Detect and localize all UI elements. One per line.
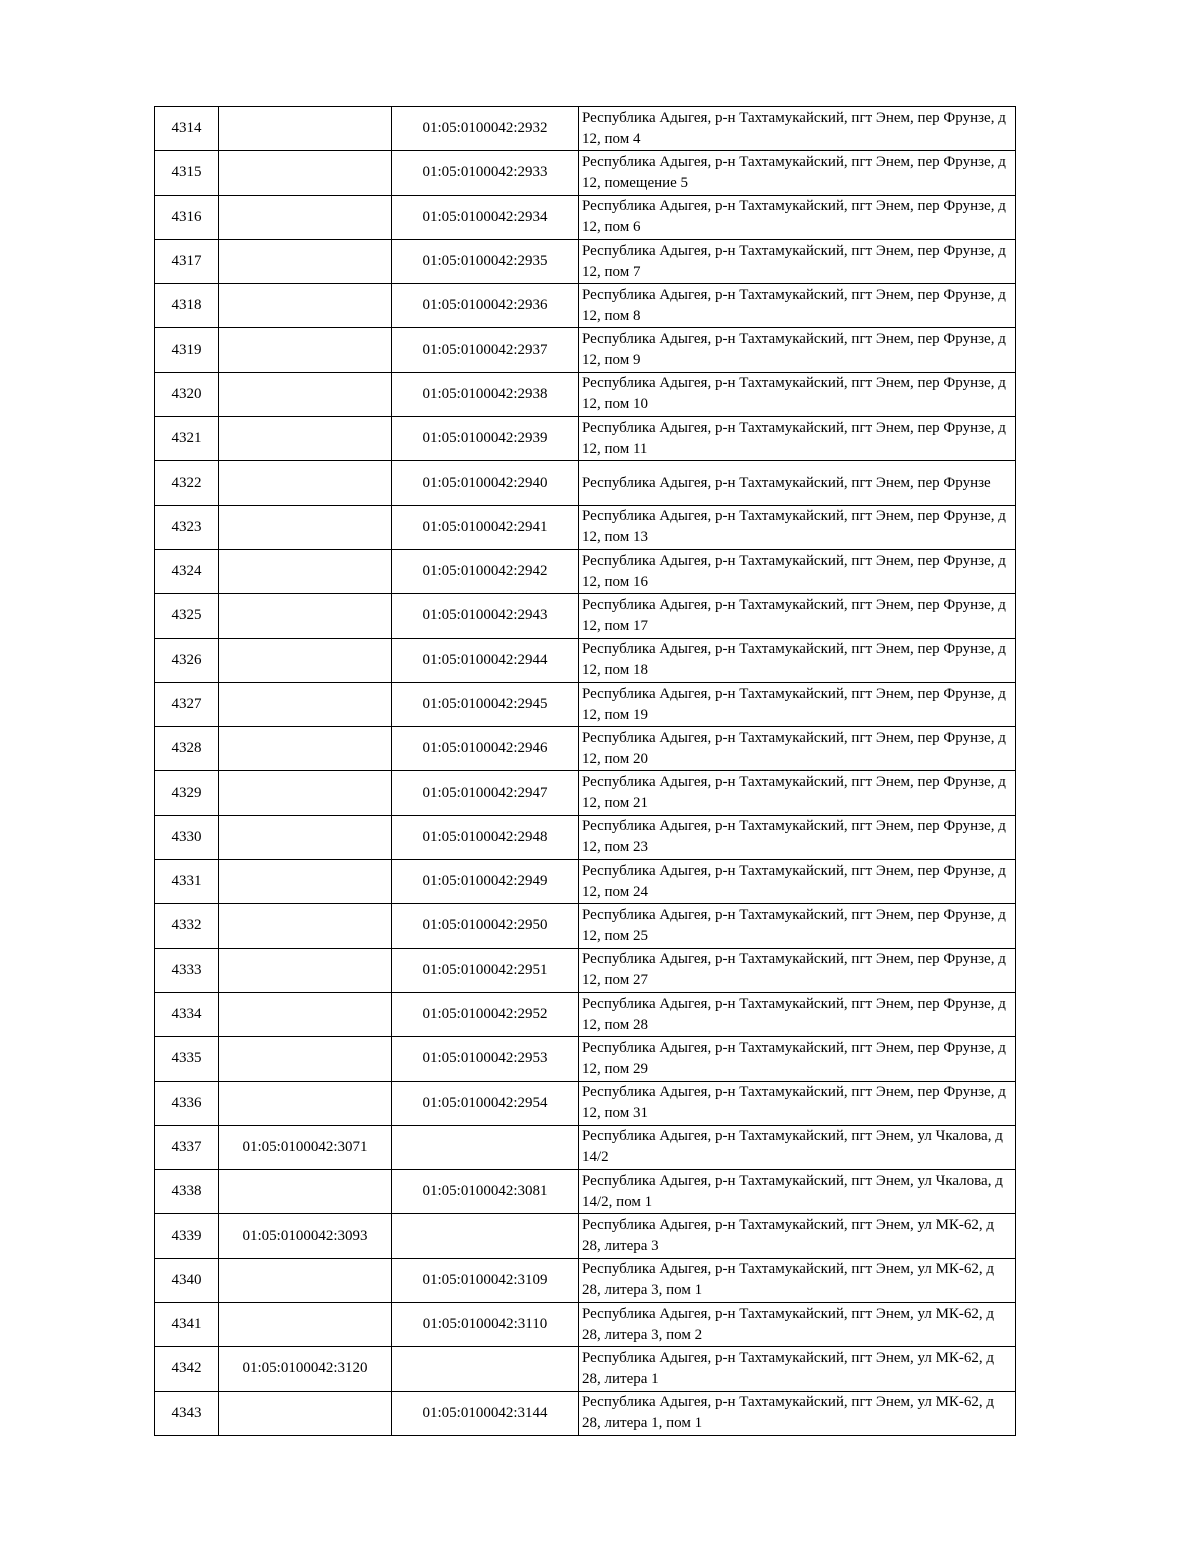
cadastral-number-parcel <box>219 372 392 416</box>
cadastral-number-object: 01:05:0100042:2951 <box>392 948 579 992</box>
row-number: 4334 <box>155 992 219 1036</box>
row-number: 4316 <box>155 195 219 239</box>
cadastral-number-parcel <box>219 815 392 859</box>
table-row <box>155 195 1016 239</box>
table-row <box>155 594 1016 638</box>
table-row <box>155 992 1016 1036</box>
cadastral-number-parcel <box>219 417 392 461</box>
address-cell: Республика Адыгея, р-н Тахтамукайский, пгт Энем, пер Фрунзе, д 12, пом 21 <box>579 771 1016 815</box>
table-row <box>155 1214 1016 1258</box>
cadastral-number-parcel <box>219 992 392 1036</box>
cadastral-number-parcel <box>219 682 392 726</box>
table-row <box>155 1125 1016 1169</box>
cadastral-number-parcel: 01:05:0100042:3071 <box>219 1125 392 1169</box>
cadastral-number-parcel <box>219 860 392 904</box>
address-cell: Республика Адыгея, р-н Тахтамукайский, пгт Энем, пер Фрунзе, д 12, пом 4 <box>579 107 1016 151</box>
table-row <box>155 1037 1016 1081</box>
table-row <box>155 904 1016 948</box>
cadastral-number-object: 01:05:0100042:2937 <box>392 328 579 372</box>
cadastral-number-parcel: 01:05:0100042:3093 <box>219 1214 392 1258</box>
cadastral-number-object: 01:05:0100042:2954 <box>392 1081 579 1125</box>
table-row <box>155 107 1016 151</box>
address-cell: Республика Адыгея, р-н Тахтамукайский, пгт Энем, ул МК-62, д 28, литера 1, пом 1 <box>579 1391 1016 1435</box>
table-row <box>155 1347 1016 1391</box>
table-row <box>155 727 1016 771</box>
cadastral-number-object: 01:05:0100042:2938 <box>392 372 579 416</box>
row-number: 4317 <box>155 239 219 283</box>
row-number: 4339 <box>155 1214 219 1258</box>
cadastral-number-object: 01:05:0100042:2932 <box>392 107 579 151</box>
cadastral-number-object: 01:05:0100042:2934 <box>392 195 579 239</box>
cadastral-number-object: 01:05:0100042:2947 <box>392 771 579 815</box>
cadastral-number-parcel <box>219 328 392 372</box>
table-row <box>155 771 1016 815</box>
cadastral-number-object: 01:05:0100042:2943 <box>392 594 579 638</box>
row-number: 4323 <box>155 505 219 549</box>
address-cell: Республика Адыгея, р-н Тахтамукайский, пгт Энем, пер Фрунзе, д 12, пом 29 <box>579 1037 1016 1081</box>
address-cell: Республика Адыгея, р-н Тахтамукайский, пгт Энем, ул МК-62, д 28, литера 3 <box>579 1214 1016 1258</box>
cadastral-number-object: 01:05:0100042:2945 <box>392 682 579 726</box>
cadastral-number-parcel <box>219 195 392 239</box>
cadastral-number-object: 01:05:0100042:2953 <box>392 1037 579 1081</box>
table-row <box>155 1391 1016 1435</box>
address-cell: Республика Адыгея, р-н Тахтамукайский, пгт Энем, пер Фрунзе, д 12, пом 24 <box>579 860 1016 904</box>
cadastral-number-parcel <box>219 1037 392 1081</box>
table-row <box>155 505 1016 549</box>
property-table <box>154 106 1016 1436</box>
address-cell: Республика Адыгея, р-н Тахтамукайский, пгт Энем, ул Чкалова, д 14/2, пом 1 <box>579 1170 1016 1214</box>
address-cell: Республика Адыгея, р-н Тахтамукайский, пгт Энем, ул МК-62, д 28, литера 1 <box>579 1347 1016 1391</box>
table-row <box>155 1258 1016 1302</box>
cadastral-number-parcel <box>219 461 392 505</box>
row-number: 4332 <box>155 904 219 948</box>
row-number: 4337 <box>155 1125 219 1169</box>
row-number: 4343 <box>155 1391 219 1435</box>
cadastral-number-object: 01:05:0100042:2941 <box>392 505 579 549</box>
cadastral-number-object: 01:05:0100042:2948 <box>392 815 579 859</box>
cadastral-number-parcel <box>219 594 392 638</box>
row-number: 4340 <box>155 1258 219 1302</box>
cadastral-number-object: 01:05:0100042:2949 <box>392 860 579 904</box>
table-row <box>155 948 1016 992</box>
address-cell: Республика Адыгея, р-н Тахтамукайский, пгт Энем, пер Фрунзе, д 12, пом 16 <box>579 549 1016 593</box>
row-number: 4327 <box>155 682 219 726</box>
table-row <box>155 860 1016 904</box>
cadastral-number-object: 01:05:0100042:2940 <box>392 461 579 505</box>
address-cell: Республика Адыгея, р-н Тахтамукайский, пгт Энем, ул МК-62, д 28, литера 3, пом 2 <box>579 1303 1016 1347</box>
address-cell: Республика Адыгея, р-н Тахтамукайский, пгт Энем, пер Фрунзе, д 12, пом 7 <box>579 239 1016 283</box>
address-cell: Республика Адыгея, р-н Тахтамукайский, пгт Энем, пер Фрунзе, д 12, пом 27 <box>579 948 1016 992</box>
row-number: 4315 <box>155 151 219 195</box>
cadastral-number-parcel <box>219 151 392 195</box>
cadastral-number-object: 01:05:0100042:3110 <box>392 1303 579 1347</box>
row-number: 4331 <box>155 860 219 904</box>
address-cell: Республика Адыгея, р-н Тахтамукайский, пгт Энем, пер Фрунзе, д 12, пом 10 <box>579 372 1016 416</box>
row-number: 4320 <box>155 372 219 416</box>
cadastral-number-object: 01:05:0100042:2939 <box>392 417 579 461</box>
cadastral-number-parcel <box>219 1081 392 1125</box>
cadastral-number-object: 01:05:0100042:2946 <box>392 727 579 771</box>
table-body <box>155 107 1016 1436</box>
address-cell: Республика Адыгея, р-н Тахтамукайский, пгт Энем, пер Фрунзе, д 12, пом 8 <box>579 284 1016 328</box>
row-number: 4329 <box>155 771 219 815</box>
row-number: 4324 <box>155 549 219 593</box>
table-row <box>155 151 1016 195</box>
cadastral-number-object <box>392 1214 579 1258</box>
table-row <box>155 372 1016 416</box>
address-cell: Республика Адыгея, р-н Тахтамукайский, пгт Энем, пер Фрунзе, д 12, пом 6 <box>579 195 1016 239</box>
table-row <box>155 1081 1016 1125</box>
address-cell: Республика Адыгея, р-н Тахтамукайский, пгт Энем, пер Фрунзе, д 12, пом 19 <box>579 682 1016 726</box>
address-cell: Республика Адыгея, р-н Тахтамукайский, пгт Энем, пер Фрунзе, д 12, пом 9 <box>579 328 1016 372</box>
cadastral-number-object: 01:05:0100042:2942 <box>392 549 579 593</box>
cadastral-number-object: 01:05:0100042:2935 <box>392 239 579 283</box>
cadastral-number-parcel <box>219 1303 392 1347</box>
cadastral-number-parcel <box>219 284 392 328</box>
cadastral-number-parcel <box>219 771 392 815</box>
row-number: 4318 <box>155 284 219 328</box>
cadastral-number-object: 01:05:0100042:3081 <box>392 1170 579 1214</box>
table-row <box>155 1170 1016 1214</box>
cadastral-number-parcel <box>219 239 392 283</box>
cadastral-number-object <box>392 1347 579 1391</box>
address-cell: Республика Адыгея, р-н Тахтамукайский, пгт Энем, пер Фрунзе, д 12, пом 18 <box>579 638 1016 682</box>
row-number: 4325 <box>155 594 219 638</box>
cadastral-number-parcel <box>219 1258 392 1302</box>
table-row <box>155 815 1016 859</box>
cadastral-number-object: 01:05:0100042:2952 <box>392 992 579 1036</box>
table-row <box>155 682 1016 726</box>
cadastral-number-parcel <box>219 107 392 151</box>
row-number: 4342 <box>155 1347 219 1391</box>
cadastral-number-object: 01:05:0100042:2944 <box>392 638 579 682</box>
row-number: 4321 <box>155 417 219 461</box>
cadastral-number-parcel <box>219 948 392 992</box>
cadastral-number-object: 01:05:0100042:2950 <box>392 904 579 948</box>
cadastral-number-parcel: 01:05:0100042:3120 <box>219 1347 392 1391</box>
table-row <box>155 239 1016 283</box>
table-row <box>155 638 1016 682</box>
row-number: 4330 <box>155 815 219 859</box>
cadastral-number-parcel <box>219 1170 392 1214</box>
cadastral-number-object <box>392 1125 579 1169</box>
cadastral-number-object: 01:05:0100042:2933 <box>392 151 579 195</box>
table-row <box>155 549 1016 593</box>
table-row <box>155 328 1016 372</box>
table-row <box>155 284 1016 328</box>
table-row <box>155 461 1016 505</box>
address-cell: Республика Адыгея, р-н Тахтамукайский, пгт Энем, пер Фрунзе, д 12, пом 28 <box>579 992 1016 1036</box>
row-number: 4333 <box>155 948 219 992</box>
cadastral-number-object: 01:05:0100042:2936 <box>392 284 579 328</box>
cadastral-number-parcel <box>219 1391 392 1435</box>
address-cell: Республика Адыгея, р-н Тахтамукайский, пгт Энем, пер Фрунзе, д 12, пом 23 <box>579 815 1016 859</box>
row-number: 4326 <box>155 638 219 682</box>
table-row <box>155 417 1016 461</box>
address-cell: Республика Адыгея, р-н Тахтамукайский, пгт Энем, пер Фрунзе, д 12, помещение 5 <box>579 151 1016 195</box>
address-cell: Республика Адыгея, р-н Тахтамукайский, пгт Энем, пер Фрунзе, д 12, пом 25 <box>579 904 1016 948</box>
address-cell: Республика Адыгея, р-н Тахтамукайский, пгт Энем, пер Фрунзе, д 12, пом 13 <box>579 505 1016 549</box>
cadastral-number-object: 01:05:0100042:3144 <box>392 1391 579 1435</box>
row-number: 4328 <box>155 727 219 771</box>
cadastral-number-parcel <box>219 549 392 593</box>
cadastral-number-parcel <box>219 727 392 771</box>
address-cell: Республика Адыгея, р-н Тахтамукайский, пгт Энем, пер Фрунзе <box>579 461 1016 505</box>
address-cell: Республика Адыгея, р-н Тахтамукайский, пгт Энем, пер Фрунзе, д 12, пом 11 <box>579 417 1016 461</box>
address-cell: Республика Адыгея, р-н Тахтамукайский, пгт Энем, пер Фрунзе, д 12, пом 17 <box>579 594 1016 638</box>
row-number: 4314 <box>155 107 219 151</box>
row-number: 4341 <box>155 1303 219 1347</box>
cadastral-number-parcel <box>219 638 392 682</box>
address-cell: Республика Адыгея, р-н Тахтамукайский, пгт Энем, пер Фрунзе, д 12, пом 20 <box>579 727 1016 771</box>
row-number: 4335 <box>155 1037 219 1081</box>
row-number: 4322 <box>155 461 219 505</box>
cadastral-number-parcel <box>219 904 392 948</box>
address-cell: Республика Адыгея, р-н Тахтамукайский, пгт Энем, ул МК-62, д 28, литера 3, пом 1 <box>579 1258 1016 1302</box>
address-cell: Республика Адыгея, р-н Тахтамукайский, пгт Энем, пер Фрунзе, д 12, пом 31 <box>579 1081 1016 1125</box>
row-number: 4319 <box>155 328 219 372</box>
row-number: 4336 <box>155 1081 219 1125</box>
row-number: 4338 <box>155 1170 219 1214</box>
table-row <box>155 1303 1016 1347</box>
cadastral-number-parcel <box>219 505 392 549</box>
address-cell: Республика Адыгея, р-н Тахтамукайский, пгт Энем, ул Чкалова, д 14/2 <box>579 1125 1016 1169</box>
cadastral-number-object: 01:05:0100042:3109 <box>392 1258 579 1302</box>
